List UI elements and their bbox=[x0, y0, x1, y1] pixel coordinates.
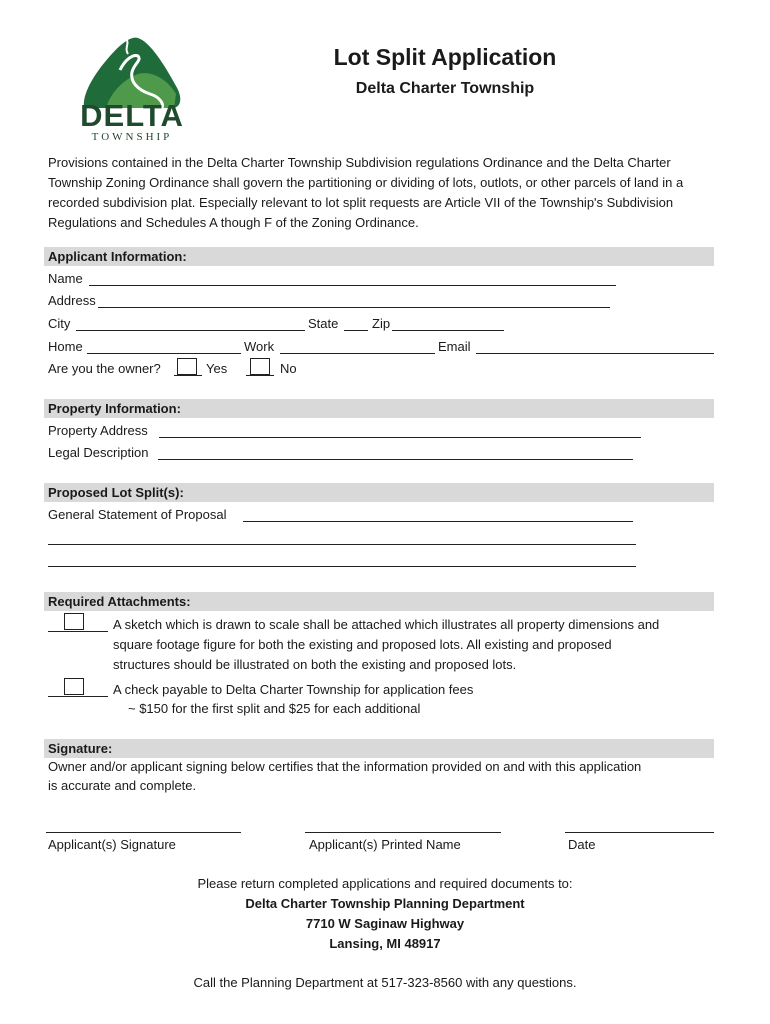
attachments-section-heading: Required Attachments: bbox=[44, 592, 714, 611]
attachment-2-checkbox[interactable] bbox=[64, 678, 84, 695]
city-label: City bbox=[48, 316, 71, 331]
signature-text-2: is accurate and complete. bbox=[48, 778, 197, 793]
name-field[interactable] bbox=[89, 285, 616, 286]
page-title: Lot Split Application bbox=[333, 44, 557, 70]
zip-label: Zip bbox=[372, 316, 391, 331]
name-label: Name bbox=[48, 271, 83, 286]
attachment-2-text-1: A check payable to Delta Charter Township for application fees bbox=[113, 682, 474, 697]
owner-yes-line bbox=[174, 375, 202, 376]
owner-no-label: No bbox=[280, 361, 297, 376]
legal-description-label: Legal Description bbox=[48, 445, 149, 460]
proposal-line-1[interactable] bbox=[243, 521, 633, 522]
owner-yes-checkbox[interactable] bbox=[177, 358, 197, 375]
proposal-section-heading: Proposed Lot Split(s): bbox=[44, 483, 714, 502]
contact-line: Call the Planning Department at 517-323-8560 with any questions. bbox=[193, 975, 577, 990]
signature-section-heading: Signature: bbox=[44, 739, 714, 758]
work-label: Work bbox=[244, 339, 275, 354]
date-label: Date bbox=[568, 837, 596, 852]
proposal-line-2[interactable] bbox=[48, 544, 636, 545]
proposal-statement-label: General Statement of Proposal bbox=[48, 507, 227, 522]
city-field[interactable] bbox=[76, 330, 305, 331]
page-subtitle: Delta Charter Township bbox=[355, 80, 535, 97]
email-label: Email bbox=[438, 339, 471, 354]
property-section-heading: Property Information: bbox=[44, 399, 714, 418]
intro-paragraph: Provisions contained in the Delta Charter Township Subdivision regulations Ordinance and the Delta Charter Township Zoning Ordinance shall govern the partitioning or dividing of lots, outlots, or other parcels of land in a recorded subdivision plat. Especially relevant to lot split requests are Article VII of the Township's Subdivision Regulations and Schedules A though F of the Zoning Ordinance. bbox=[48, 155, 684, 230]
township-logo bbox=[76, 34, 188, 144]
logo-sub: TOWNSHIP bbox=[91, 131, 173, 143]
address-field[interactable] bbox=[98, 307, 610, 308]
home-label: Home bbox=[48, 339, 83, 354]
applicant-signature-label: Applicant(s) Signature bbox=[48, 837, 176, 852]
printed-name-field[interactable] bbox=[305, 832, 501, 833]
date-field[interactable] bbox=[565, 832, 714, 833]
email-field[interactable] bbox=[476, 353, 714, 354]
work-phone-field[interactable] bbox=[280, 353, 435, 354]
legal-description-field[interactable] bbox=[158, 459, 633, 460]
signature-text-1: Owner and/or applicant signing below certifies that the information provided on and with this application bbox=[48, 759, 642, 774]
attachment-2-text-2: ~ $150 for the first split and $25 for each additional bbox=[128, 701, 421, 716]
applicant-signature-field[interactable] bbox=[46, 832, 241, 833]
attachment-1-text-2: square footage figure for both the existing and proposed lots. All existing and proposed bbox=[113, 637, 612, 652]
logo-name: DELTA bbox=[80, 98, 184, 133]
attachment-1-text-3: structures should be illustrated on both the existing and proposed lots. bbox=[113, 657, 517, 672]
attachment-2-line bbox=[48, 696, 108, 697]
owner-no-checkbox[interactable] bbox=[250, 358, 270, 375]
department-street: 7710 W Saginaw Highway bbox=[305, 916, 465, 931]
property-address-field[interactable] bbox=[159, 437, 641, 438]
zip-field[interactable] bbox=[392, 330, 504, 331]
applicant-section-heading: Applicant Information: bbox=[44, 247, 714, 266]
owner-no-line bbox=[246, 375, 274, 376]
property-address-label: Property Address bbox=[48, 423, 148, 438]
proposal-line-3[interactable] bbox=[48, 566, 636, 567]
state-label: State bbox=[308, 316, 339, 331]
department-city: Lansing, MI 48917 bbox=[329, 936, 441, 951]
owner-question: Are you the owner? bbox=[48, 361, 161, 376]
attachment-1-text-1: A sketch which is drawn to scale shall be attached which illustrates all property dimensions and bbox=[113, 617, 660, 632]
address-label: Address bbox=[48, 293, 96, 308]
attachment-1-line bbox=[48, 631, 108, 632]
printed-name-label: Applicant(s) Printed Name bbox=[309, 837, 461, 852]
home-phone-field[interactable] bbox=[87, 353, 241, 354]
owner-yes-label: Yes bbox=[206, 361, 228, 376]
state-field[interactable] bbox=[344, 330, 368, 331]
attachment-1-checkbox[interactable] bbox=[64, 613, 84, 630]
planning-department-name: Delta Charter Township Planning Department bbox=[245, 896, 525, 911]
return-instructions: Please return completed applications and required documents to: bbox=[197, 876, 573, 891]
